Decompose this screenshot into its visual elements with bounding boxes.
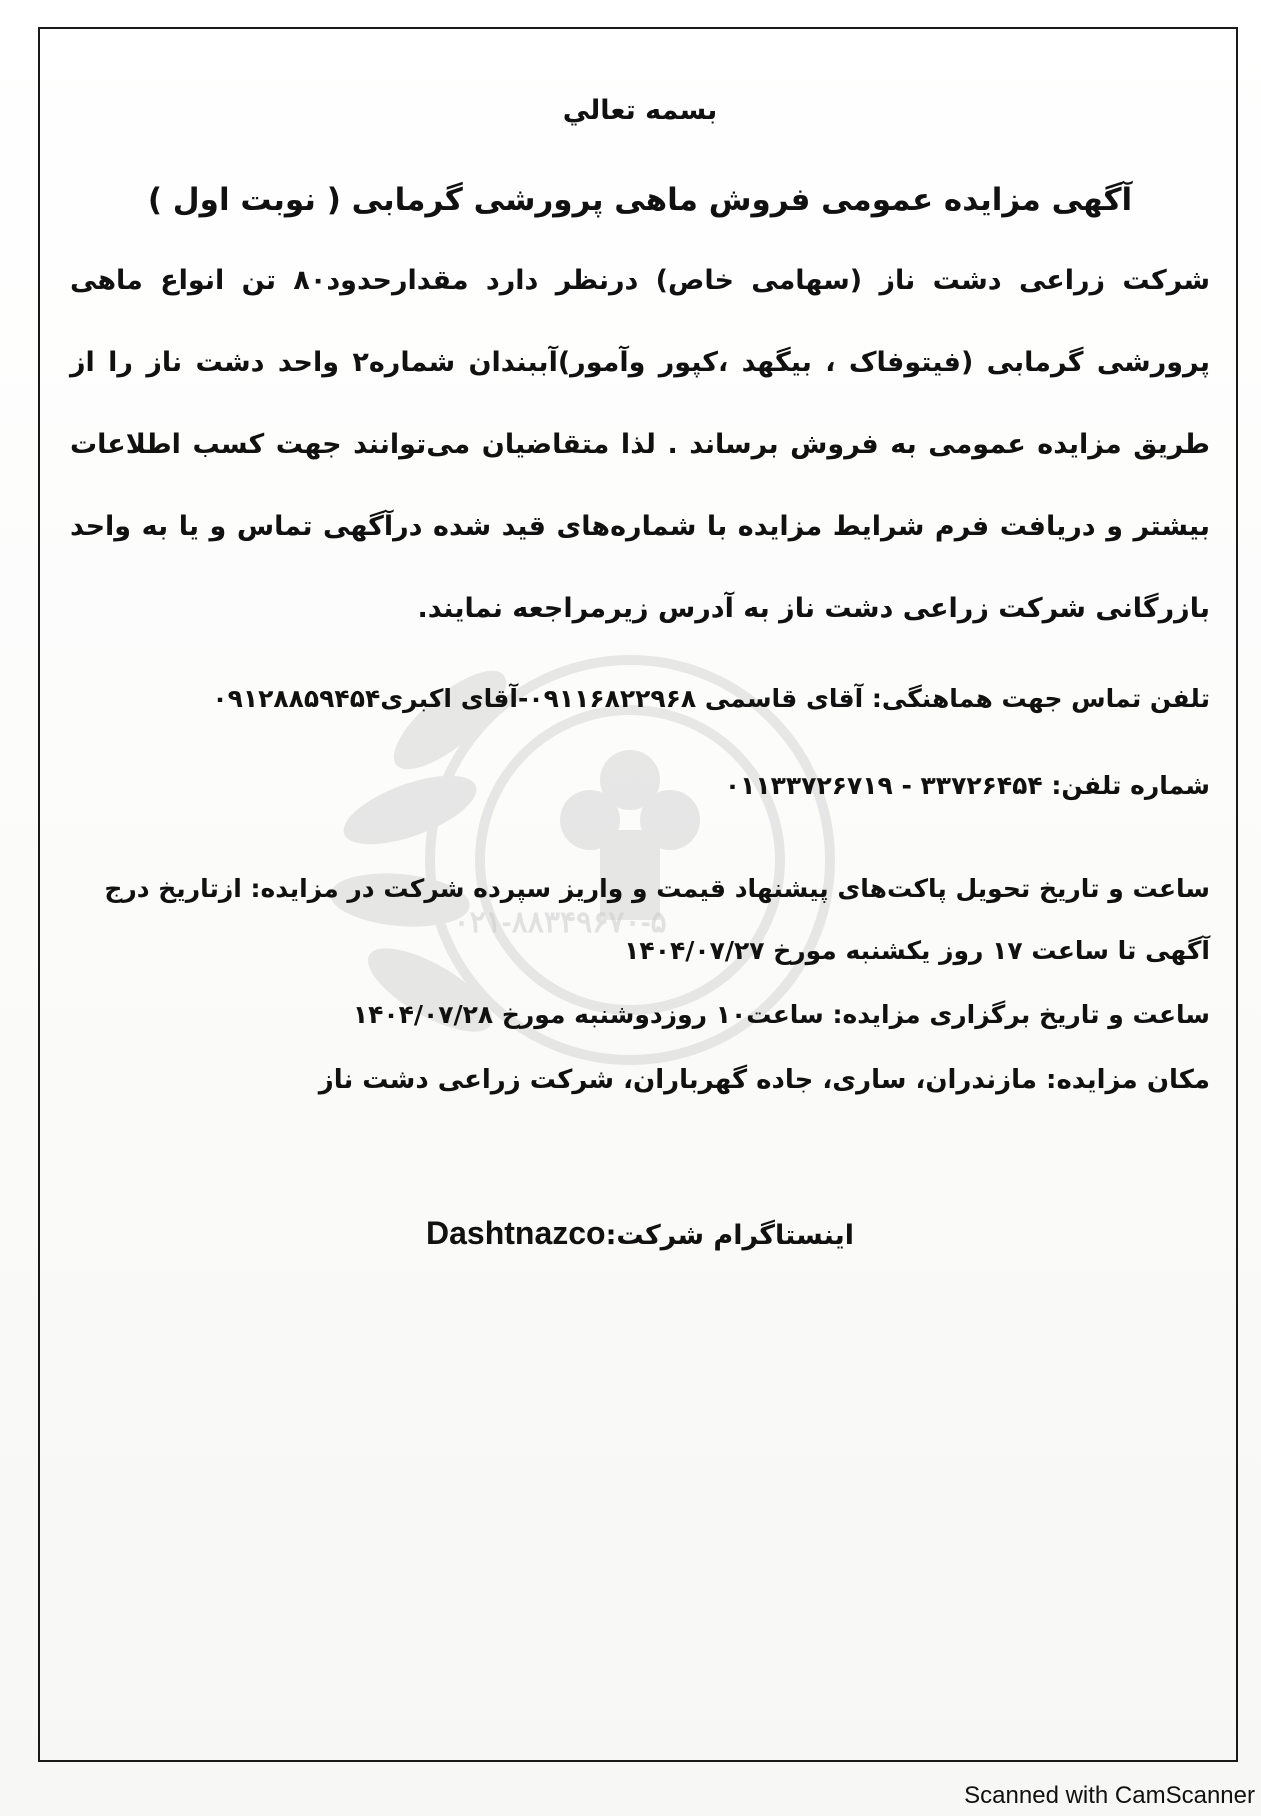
advertisement-title: آگهی مزایده عمومی فروش ماهی پرورشی گرمابی ( نوبت اول )	[147, 182, 1133, 218]
basmala-heading: بسمه تعالي	[562, 95, 718, 126]
delivery-deadline-line: ساعت و تاریخ تحویل پاکت‌های پیشنهاد قیمت و واریز سپرده شرکت در مزایده: ازتاریخ درج آگهی تا ساعت ۱۷ روز یکشنبه مورخ ۱۴۰۴/۰۷/۲۷	[104, 874, 1210, 965]
phone-line: شماره تلفن: ۳۳۷۲۶۴۵۴ - ۰۱۱۳۳۷۲۶۷۱۹	[724, 771, 1210, 800]
main-paragraph: شرکت زراعی دشت ناز (سهامی خاص) درنظر دارد مقدارحدود۸۰ تن انواع ماهی پرورشی گرمابی (فیتوفاک ، بیگهد ،کپور وآمور)آببندان شماره۲ واحد دشت ناز را از طریق مزایده عمومی به فروش برساند . لذا متقاضیان می‌توانند جهت کسب اطلاعات بیشتر و دریافت فرم شرایط مزایده با شماره‌های قید شده درآگهی تماس و یا به واحد بازرگانی شرکت زراعی دشت ناز به آدرس زیرمراجعه نمایند.	[70, 265, 1211, 624]
contact-line: تلفن تماس جهت هماهنگی: آقای قاسمی ۰۹۱۱۶۸۲۲۹۶۸-آقای اکبری۰۹۱۲۸۸۵۹۴۵۴	[212, 684, 1210, 713]
auction-date-line: ساعت و تاریخ برگزاری مزایده: ساعت۱۰ روزدوشنبه مورخ ۱۴۰۴/۰۷/۲۸	[352, 1000, 1210, 1029]
instagram-handle: Dashtnazco	[425, 1215, 606, 1251]
advertisement-body	[70, 95, 1210, 1252]
watermark-phone-text: ۰۲۱-۸۸۳۴۹۶۷۰-۵	[453, 906, 667, 939]
auction-place-line: مکان مزایده: مازندران، ساری، جاده گهرباران، شرکت زراعی دشت ناز	[318, 1065, 1210, 1095]
scanner-footer: Scanned with CamScanner	[964, 1782, 1255, 1809]
instagram-label: اینستاگرام شرکت:	[605, 1220, 854, 1251]
instagram-line	[70, 1215, 1210, 1252]
